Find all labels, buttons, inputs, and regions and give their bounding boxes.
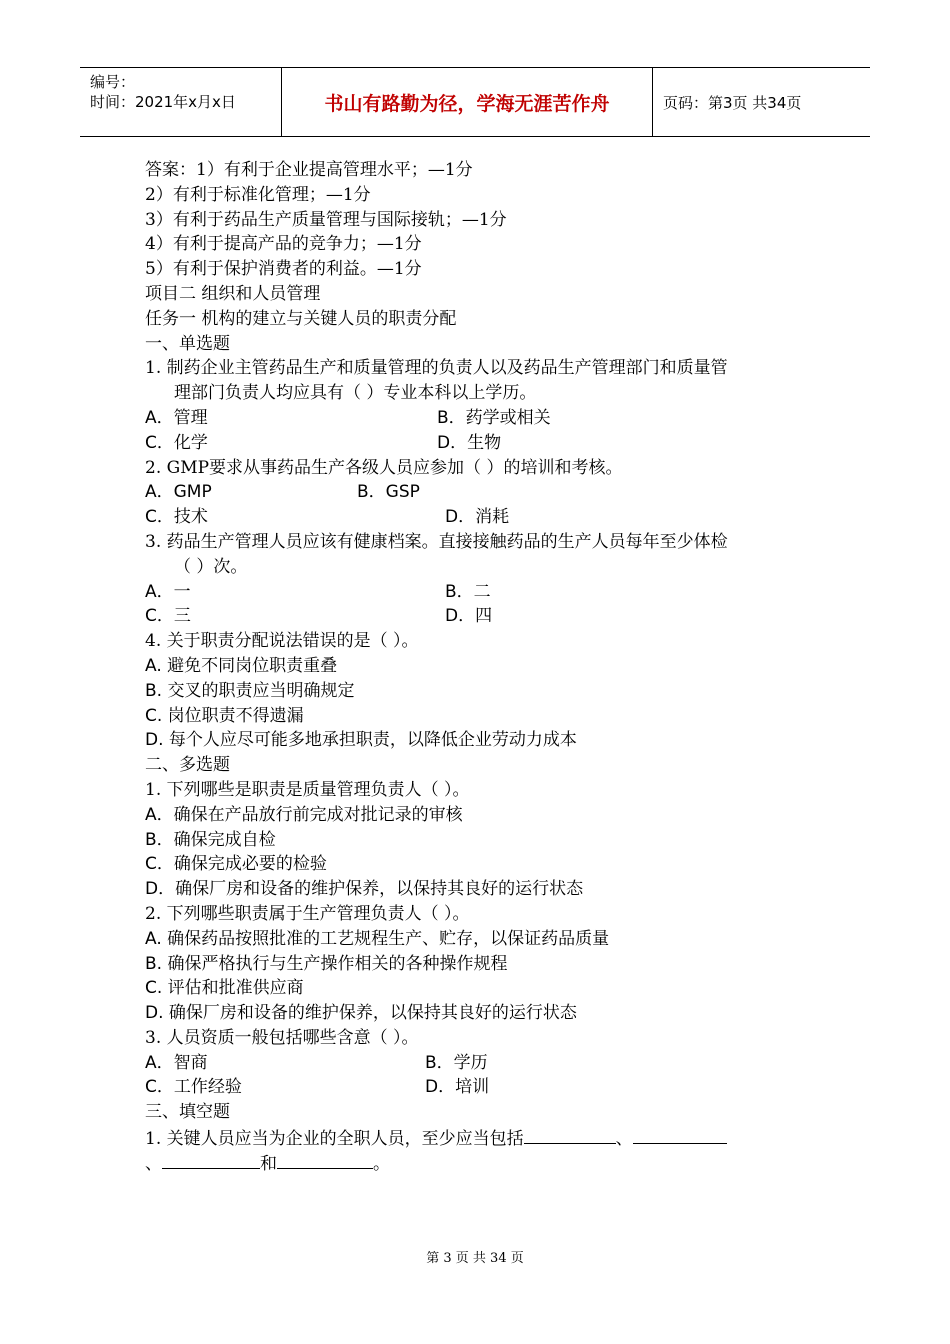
option: A．管理 [145, 407, 208, 428]
option: A．智商 [145, 1052, 208, 1073]
option-row [145, 406, 825, 431]
page-footer [0, 1247, 950, 1266]
time-label: 时间：2021年x月x日 [90, 93, 236, 111]
header-motto: 书山有路勤为径，学海无涯苦作舟 [282, 68, 653, 136]
number-label: 编号： [90, 73, 136, 91]
option: B．药学或相关 [437, 407, 551, 428]
option: C．化学 [145, 432, 208, 453]
question-text: 3. 人员资质一般包括哪些含意（ ）。 [145, 1027, 419, 1048]
option: D．确保厂房和设备的维护保养，以保持其良好的运行状态 [145, 879, 584, 900]
project-title: 项目二 组织和人员管理 [145, 283, 321, 304]
question-text: 理部门负责人均应具有（ ）专业本科以上学历。 [174, 383, 537, 404]
answer-line: 5）有利于保护消费者的利益。—1分 [145, 259, 422, 280]
option: A．GMP [145, 482, 212, 503]
option: D．消耗 [445, 507, 510, 528]
option: A. 避免不同岗位职责重叠 [145, 655, 338, 676]
question-text: 1. 下列哪些是职责是质量管理负责人（ ）。 [145, 779, 470, 800]
option-row [145, 1075, 825, 1100]
option: C．工作经验 [145, 1077, 242, 1098]
option-row [145, 1051, 825, 1076]
option: C. 评估和批准供应商 [145, 978, 304, 999]
option: B. 确保严格执行与生产操作相关的各种操作规程 [145, 953, 508, 974]
option: D．四 [445, 606, 493, 627]
question-text: （ ）次。 [174, 556, 248, 577]
answer-line: 3）有利于药品生产质量管理与国际接轨；—1分 [145, 209, 507, 230]
option-row [145, 480, 825, 505]
option: C．确保完成必要的检验 [145, 854, 327, 875]
option: C．技术 [145, 507, 208, 528]
task-title: 任务一 机构的建立与关键人员的职责分配 [145, 308, 457, 329]
option: A．确保在产品放行前完成对批记录的审核 [145, 804, 463, 825]
option: C. 岗位职责不得遗漏 [145, 705, 304, 726]
option: D. 确保厂房和设备的维护保养，以保持其良好的运行状态 [145, 1003, 577, 1024]
option: B．GSP [357, 482, 420, 503]
option: C．三 [145, 606, 191, 627]
option-row [145, 431, 825, 456]
option-row [145, 604, 825, 629]
header-meta [80, 68, 282, 136]
answer-line: 答案：1）有利于企业提高管理水平；—1分 [145, 160, 473, 180]
header-page-info: 页码：第3页 共34页 [663, 93, 802, 112]
option: B．二 [445, 581, 491, 602]
answer-line: 2）有利于标准化管理；—1分 [145, 184, 371, 205]
option: B. 交叉的职责应当明确规定 [145, 680, 355, 701]
question-text: 4. 关于职责分配说法错误的是（ ）。 [145, 631, 419, 652]
separator: 和 [260, 1153, 277, 1174]
answer-blank[interactable] [633, 1125, 727, 1144]
option: B．学历 [425, 1052, 488, 1073]
separator: 。 [373, 1153, 390, 1174]
answer-blank[interactable] [277, 1150, 373, 1169]
footer-page-number: 第 3 页 共 34 页 [426, 1251, 524, 1266]
question-text: 2. GMP要求从事药品生产各级人员应参加（ ）的培训和考核。 [145, 457, 623, 478]
separator: 、 [145, 1153, 162, 1174]
section-title: 一、单选题 [145, 333, 230, 354]
question-text: 3. 药品生产管理人员应该有健康档案。直接接触药品的生产人员每年至少体检 [145, 531, 728, 552]
fill-question-cont [145, 1150, 825, 1175]
option: A. 确保药品按照批准的工艺规程生产、贮存，以保证药品质量 [145, 928, 610, 949]
answer-line: 4）有利于提高产品的竞争力；—1分 [145, 234, 422, 255]
answer-blank[interactable] [162, 1150, 260, 1169]
page-header [80, 67, 870, 137]
option: A．一 [145, 581, 191, 602]
answer-blank[interactable] [524, 1125, 616, 1144]
option: D. 每个人应尽可能多地承担职责，以降低企业劳动力成本 [145, 730, 577, 751]
question-text: 2. 下列哪些职责属于生产管理负责人（ ）。 [145, 903, 470, 924]
option: B．确保完成自检 [145, 829, 276, 850]
option: D．生物 [437, 432, 502, 453]
question-text: 1. 制药企业主管药品生产和质量管理的负责人以及药品生产管理部门和质量管 [145, 358, 728, 379]
question-text: 1. 关键人员应当为企业的全职人员，至少应当包括 [145, 1129, 524, 1150]
section-title: 二、多选题 [145, 755, 230, 776]
document-body [145, 158, 825, 1175]
fill-question [145, 1125, 825, 1150]
separator: 、 [615, 1129, 633, 1150]
option-row [145, 505, 825, 530]
option: D．培训 [425, 1077, 490, 1098]
option-row [145, 580, 825, 605]
section-title: 三、填空题 [145, 1102, 230, 1123]
